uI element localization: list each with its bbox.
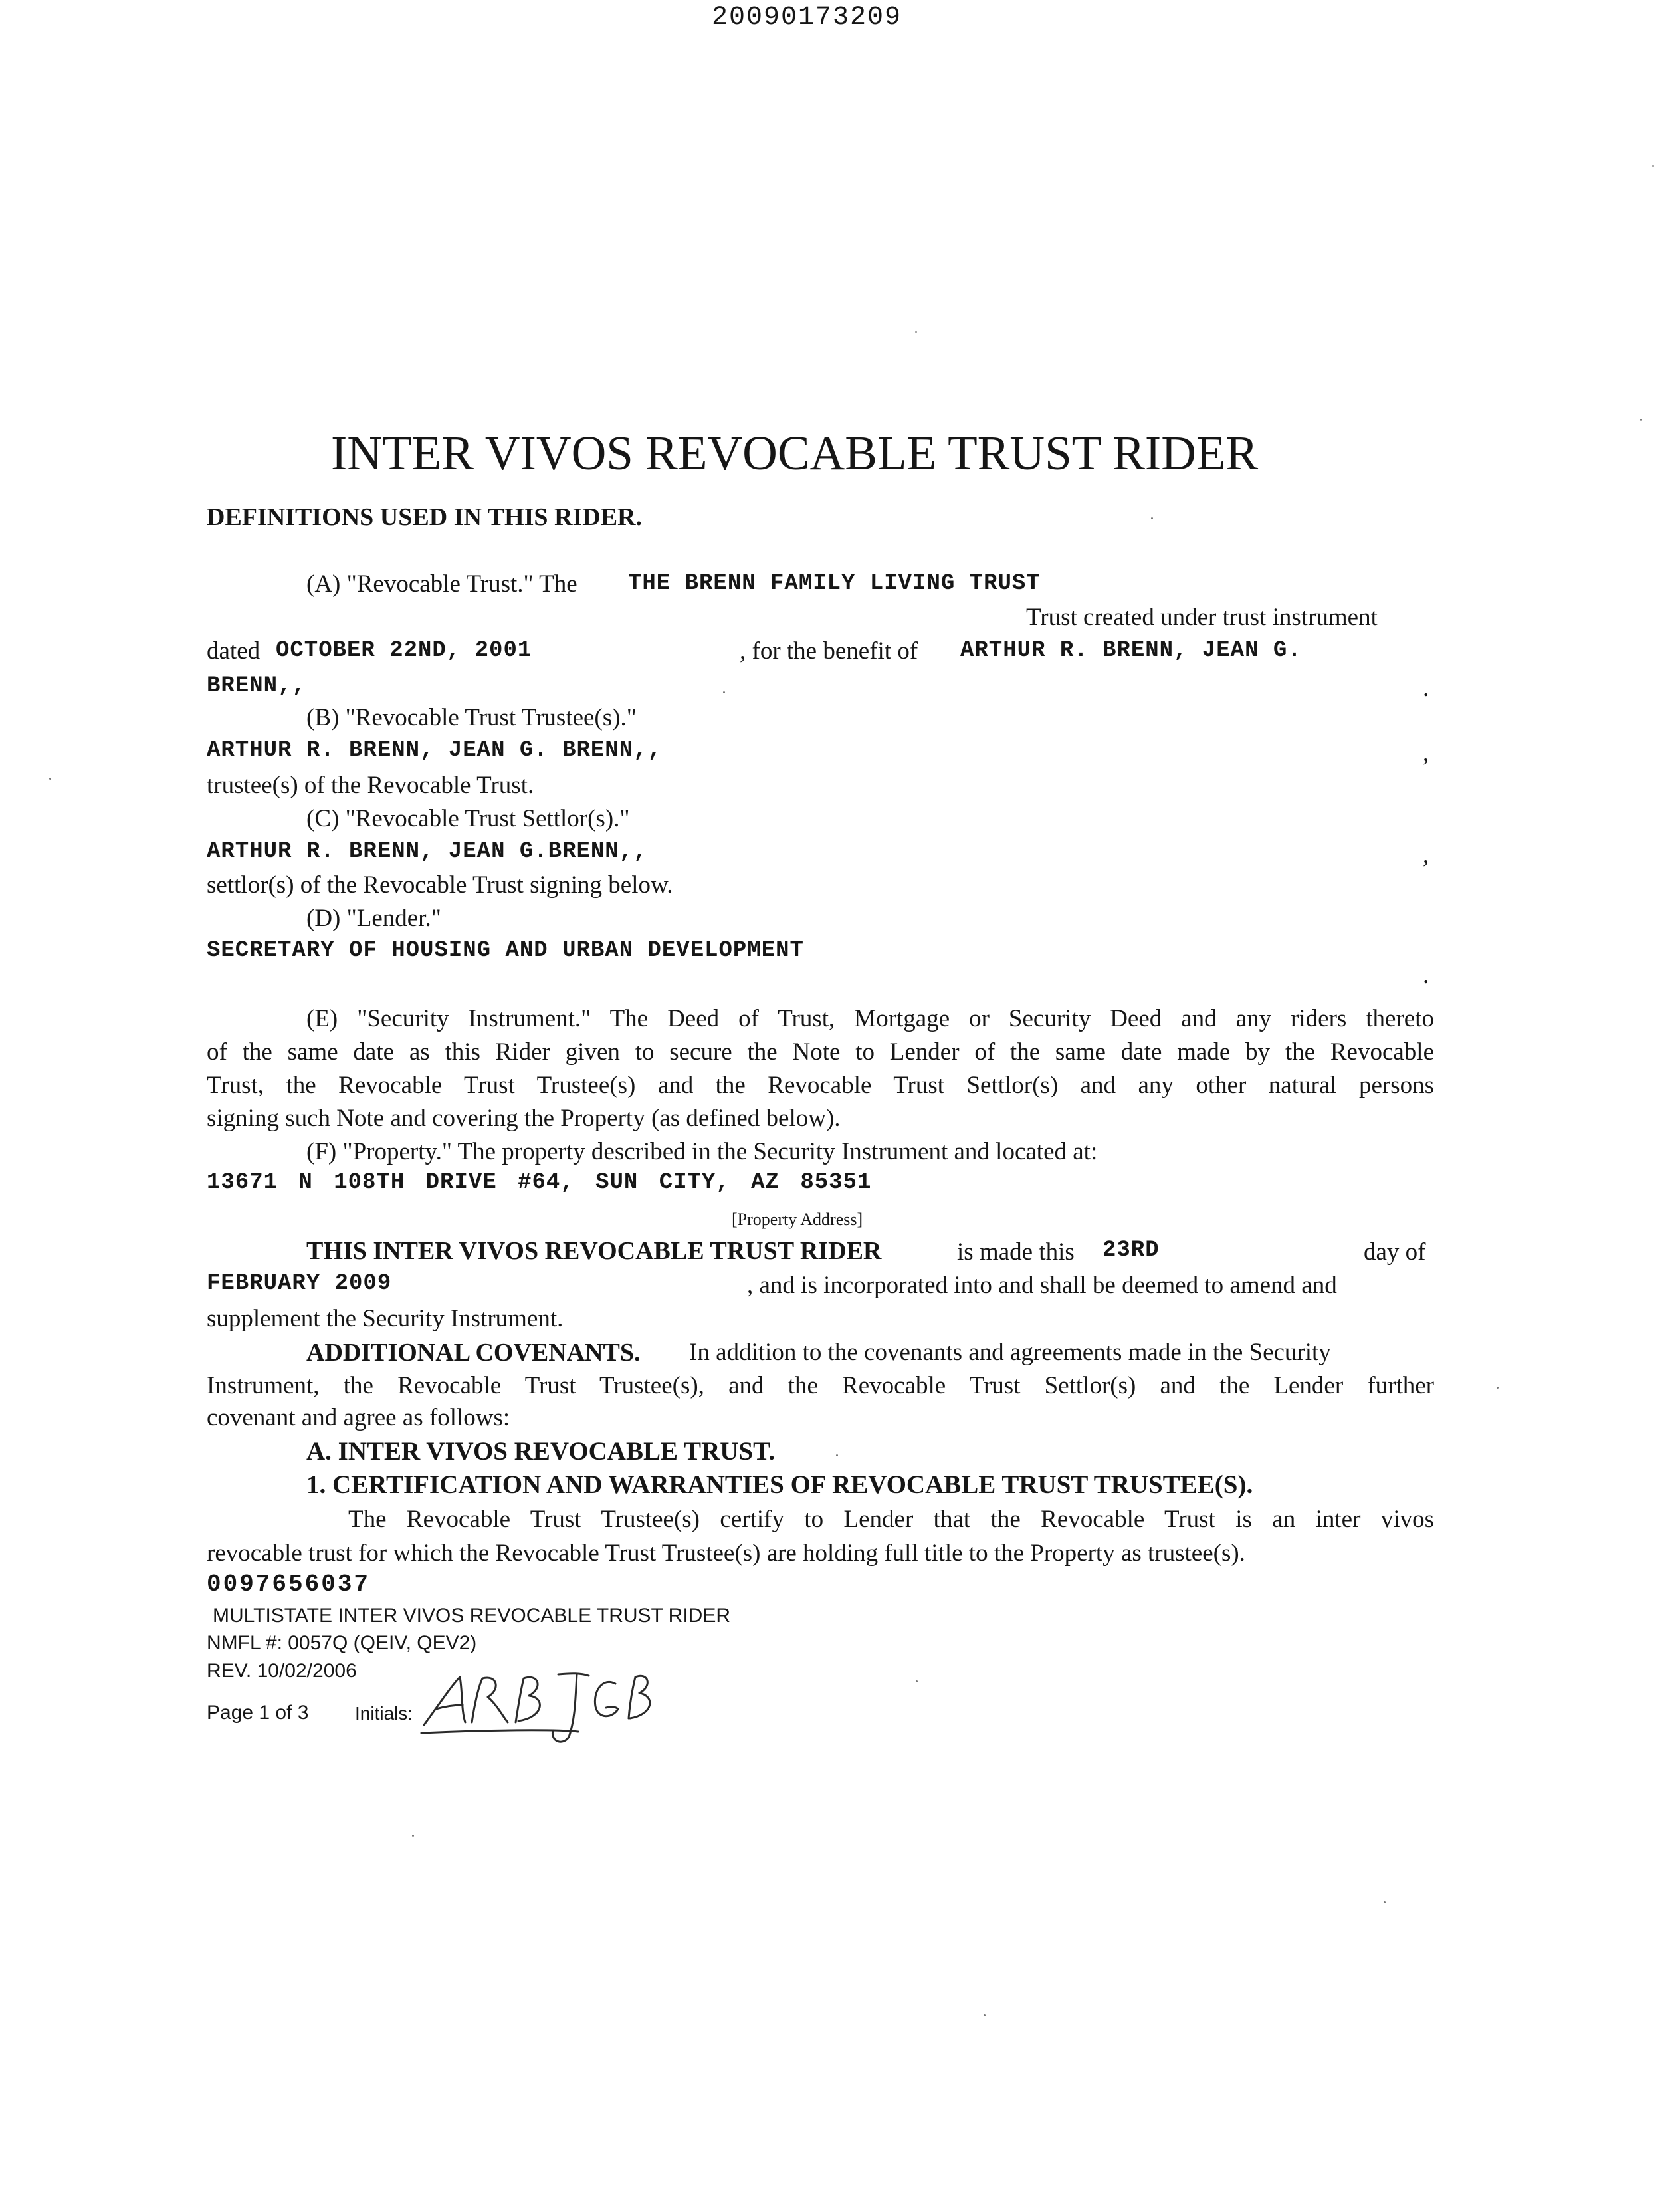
section-heading-definitions: DEFINITIONS USED IN THIS RIDER. — [207, 503, 642, 531]
def-d-lender-name: SECRETARY OF HOUSING AND URBAN DEVELOPMENT — [207, 938, 804, 963]
scan-speck — [723, 691, 725, 693]
def-b-names: ARTHUR R. BRENN, JEAN G. BRENN,, — [207, 738, 662, 763]
def-b-label: (B) "Revocable Trust Trustee(s)." — [306, 704, 637, 731]
section-1-heading: 1. CERTIFICATION AND WARRANTIES OF REVOCABLE TRUST TRUSTEE(S). — [306, 1470, 1253, 1499]
covenants-line3: covenant and agree as follows: — [207, 1404, 510, 1431]
def-c-names: ARTHUR R. BRENN, JEAN G.BRENN,, — [207, 839, 648, 864]
def-e-line3: Trust, the Revocable Trust Trustee(s) and the Revocable Trust Settlor(s) and any other natural persons — [207, 1072, 1434, 1099]
def-c-comma: , — [1423, 842, 1429, 869]
page-title: INTER VIVOS REVOCABLE TRUST RIDER — [331, 426, 1259, 480]
scan-speck — [49, 778, 51, 780]
covenants-line2: Instrument, the Revocable Trust Trustee(s), and the Revocable Trust Settlor(s) and the Lender further — [207, 1372, 1434, 1399]
def-e-line4: signing such Note and covering the Property (as defined below). — [207, 1105, 841, 1132]
initials-label: Initials: — [355, 1703, 413, 1724]
scan-speck — [1384, 1901, 1386, 1903]
scan-speck — [836, 1454, 838, 1456]
def-a-label: (A) "Revocable Trust." The — [306, 570, 578, 598]
handwritten-initials — [419, 1659, 658, 1752]
scan-speck — [916, 1680, 918, 1682]
made-clause-incorporated: , and is incorporated into and shall be deemed to amend and — [747, 1272, 1337, 1299]
made-clause-day: 23RD — [1102, 1238, 1160, 1263]
def-b-comma: , — [1423, 740, 1429, 767]
form-nmfl: NMFL #: 0057Q (QEIV, QEV2) — [207, 1632, 477, 1654]
scan-speck — [984, 2014, 986, 2016]
page-number: Page 1 of 3 — [207, 1702, 309, 1724]
def-d-label: (D) "Lender." — [306, 905, 441, 932]
def-b-tail: trustee(s) of the Revocable Trust. — [207, 772, 534, 799]
def-e-line1: (E) "Security Instrument." The Deed of Trust, Mortgage or Security Deed and any riders thereto — [306, 1005, 1434, 1032]
def-a-line2: Trust created under trust instrument — [1026, 604, 1378, 631]
covenants-line1: In addition to the covenants and agreements made in the Security — [689, 1339, 1331, 1366]
covenants-lead: ADDITIONAL COVENANTS. — [306, 1339, 641, 1367]
def-a-beneficiaries-2: BRENN,, — [207, 673, 306, 699]
loan-number: 0097656037 — [207, 1571, 371, 1598]
def-a-dated-label: dated — [207, 637, 261, 665]
def-f-line1: (F) "Property." The property described in the Security Instrument and located at: — [306, 1138, 1098, 1165]
property-address-caption: [Property Address] — [732, 1210, 863, 1229]
def-e-line2: of the same date as this Rider given to secure the Note to Lender of the same date made by the Revocable — [207, 1038, 1434, 1066]
def-a-beneficiaries-1: ARTHUR R. BRENN, JEAN G. — [960, 638, 1302, 663]
def-c-label: (C) "Revocable Trust Settlor(s)." — [306, 805, 630, 832]
made-clause-day-of: day of — [1364, 1238, 1426, 1266]
certification-line1: The Revocable Trust Trustee(s) certify to Lender that the Revocable Trust is an inter vivos — [348, 1506, 1434, 1533]
scan-speck — [412, 1835, 414, 1837]
def-a-benefit-label: , for the benefit of — [740, 637, 918, 665]
certification-line2: revocable trust for which the Revocable Trust Trustee(s) are holding full title to the Property as trustee(s). — [207, 1540, 1245, 1567]
form-revision: REV. 10/02/2006 — [207, 1660, 357, 1682]
made-clause-lead: THIS INTER VIVOS REVOCABLE TRUST RIDER — [306, 1237, 882, 1265]
def-a-trust-name: THE BRENN FAMILY LIVING TRUST — [628, 571, 1041, 596]
scan-speck — [915, 331, 917, 333]
scan-speck — [1652, 165, 1654, 167]
def-a-end-mark: . — [1423, 675, 1429, 702]
form-title: MULTISTATE INTER VIVOS REVOCABLE TRUST RIDER — [213, 1605, 731, 1627]
made-clause-month-year: FEBRUARY 2009 — [207, 1271, 392, 1296]
made-clause-made-this: is made this — [957, 1238, 1075, 1266]
def-c-tail: settlor(s) of the Revocable Trust signing below. — [207, 871, 673, 899]
def-a-date: OCTOBER 22ND, 2001 — [276, 638, 532, 663]
scan-speck — [1640, 419, 1642, 421]
scan-speck — [1151, 517, 1153, 519]
scan-speck — [1497, 1387, 1499, 1389]
section-a-heading: A. INTER VIVOS REVOCABLE TRUST. — [306, 1437, 775, 1466]
property-address: 13671 N 108TH DRIVE #64, SUN CITY, AZ 85351 — [207, 1170, 872, 1195]
document-number: 20090173209 — [712, 3, 902, 33]
made-clause-line3: supplement the Security Instrument. — [207, 1305, 564, 1332]
def-d-end-mark: . — [1423, 962, 1429, 989]
